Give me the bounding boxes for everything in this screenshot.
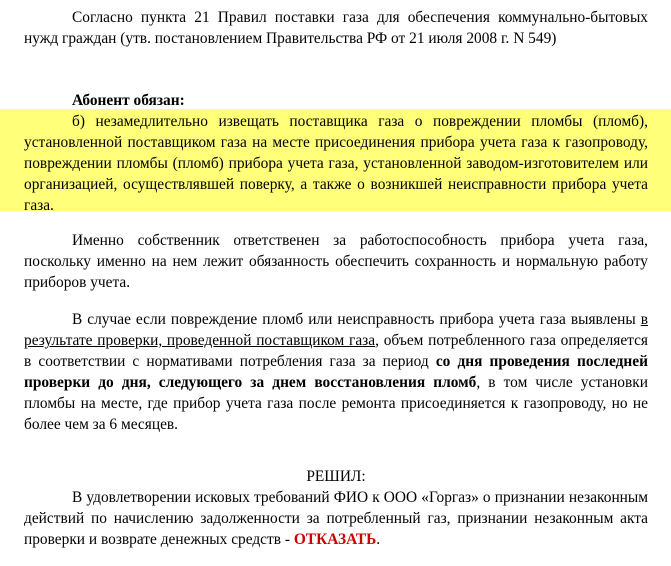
damage-underlined: в результате проверки, проведенной поставщиком газа xyxy=(24,311,648,349)
intro-paragraph xyxy=(24,7,648,49)
damage-part2: , объем потребленного газа определяется в соответствии с нормативами потребления газа за период xyxy=(24,332,648,370)
damage-part1: В случае если повреждение пломб или неисправность прибора учета газа выявлены xyxy=(72,311,641,328)
obligation-item-marker: б) xyxy=(72,113,85,130)
obligation-item xyxy=(24,111,648,216)
intro-text: Согласно пункта 21 Правил поставки газа для обеспечения коммунально-бытовых нужд граждан (утв. постановлением Правительства РФ от 21 июля 2008 г. N 549) xyxy=(24,9,648,47)
damage-part3: , в том числе установки пломбы на месте, где прибор учета газа после ремонта присоединяется к газопроводу, но не более чем за 6 месяцев. xyxy=(24,374,648,433)
obligation-heading-text: Абонент обязан: xyxy=(72,92,185,109)
decision-heading-text: РЕШИЛ: xyxy=(306,468,366,485)
damage-paragraph xyxy=(24,309,648,435)
decision-heading xyxy=(24,466,648,487)
decision-paragraph xyxy=(24,487,648,550)
decision-end: . xyxy=(376,531,381,548)
decision-verdict: ОТКАЗАТЬ xyxy=(293,531,377,548)
obligation-heading xyxy=(24,90,648,111)
decision-text: В удовлетворении исковых требований ФИО к ООО «Горгаз» о признании незаконным действий по начислению задолженности за потребленный газ, признании незаконным акта проверки и возврате денежных средств - xyxy=(24,489,648,548)
responsibility-paragraph xyxy=(24,230,648,293)
damage-bold: со дня проведения последней проверки до дня, следующего за днем восстановления пломб xyxy=(24,353,648,391)
responsibility-text: Именно собственник ответственен за работоспособность прибора учета газа, поскольку именно на нем лежит обязанность обеспечить сохранность и нормальную работу приборов учета. xyxy=(24,232,648,291)
obligation-item-text: незамедлительно извещать поставщика газа о повреждении пломбы (пломб), установленной поставщиком газа на месте присоединения прибора учета газа к газопроводу, повреждении пломбы (пломб) прибора учета газа, установленной заводом-изготовителем или организацией, осуществлявшей поверку, а также о возникшей неисправности прибора учета газа. xyxy=(24,113,648,214)
